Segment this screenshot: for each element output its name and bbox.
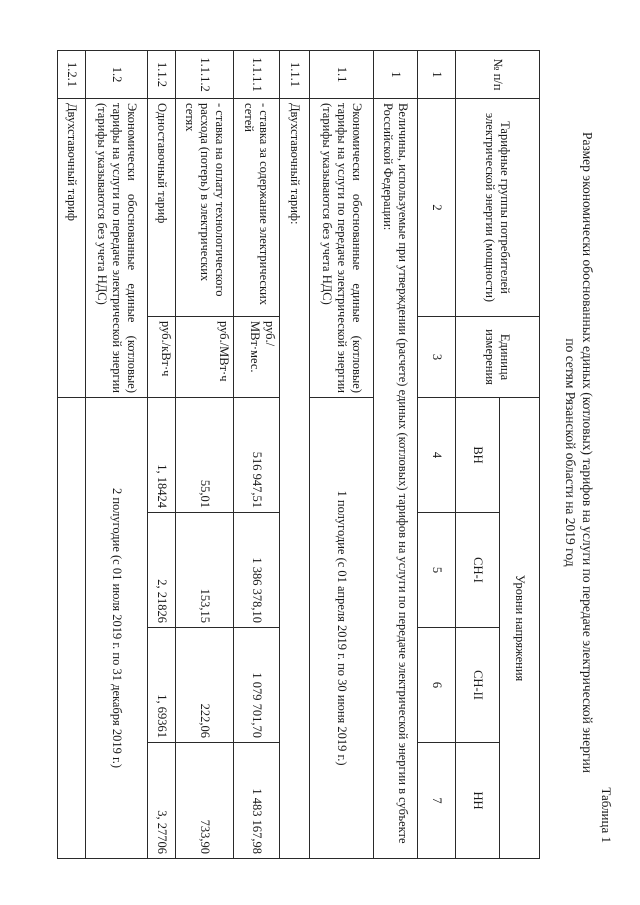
- colnum-4: 4: [418, 398, 456, 513]
- header-num: № п/п: [456, 51, 540, 99]
- title-line-2: по сетям Рязанской области на 2019 год: [563, 338, 578, 567]
- tariff-table: [57, 50, 540, 859]
- table-row: [176, 51, 234, 859]
- header-levels: Уровни напряжения: [500, 398, 540, 859]
- document-title: [562, 0, 596, 905]
- row-num: 1.1.1.1: [234, 51, 280, 99]
- colnum-5: 5: [418, 513, 456, 628]
- row-num: 1.1.1: [280, 51, 310, 99]
- row-text: Одноставочный тариф: [148, 99, 176, 317]
- value-vn: 1, 18424: [148, 398, 176, 513]
- row-num: 1.1.2: [148, 51, 176, 99]
- table-number: Таблица 1: [599, 787, 614, 843]
- colnum-3: 3: [418, 317, 456, 398]
- value-sn2: 1, 69361: [148, 628, 176, 743]
- row-unit: руб./кВт·ч: [148, 317, 176, 398]
- row-text: Двухставочный тариф: [58, 99, 86, 398]
- table-row: [148, 51, 176, 859]
- period-label: 2 полугодие (с 01 июля 2019 г. по 31 декабря 2019 г.): [86, 398, 148, 859]
- value-nn: 1 483 167,98: [234, 743, 280, 859]
- header-sn1: СН-I: [456, 513, 500, 628]
- table-row: [86, 51, 148, 859]
- header-sn2: СН-II: [456, 628, 500, 743]
- header-group: Тарифные группы потребителей электрической энергии (мощности): [456, 99, 540, 317]
- table-row: [280, 51, 310, 859]
- row-num: 1.1: [310, 51, 374, 99]
- value-vn: 516 947,51: [234, 398, 280, 513]
- row-num: 1.2.1: [58, 51, 86, 99]
- header-vn: ВН: [456, 398, 500, 513]
- value-sn2: 1 079 701,70: [234, 628, 280, 743]
- colnum-6: 6: [418, 628, 456, 743]
- row-text: Экономически обоснованные единые (котловые) тарифы на услуги по передаче электрической энергии (тарифы указываются без учета НДС): [310, 99, 374, 398]
- column-number-row: [418, 51, 456, 859]
- colnum-7: 7: [418, 743, 456, 859]
- row-num: 1: [374, 51, 418, 99]
- value-vn: 55,01: [176, 398, 234, 513]
- value-nn: 3, 27706: [148, 743, 176, 859]
- period-label: 1 полугодие (с 01 апреля 2019 г. по 30 июня 2019 г.): [310, 398, 374, 859]
- empty-cell: [58, 398, 86, 859]
- row-text: Двухставочный тариф:: [280, 99, 310, 859]
- colnum-1: 1: [418, 51, 456, 99]
- header-nn: НН: [456, 743, 500, 859]
- table-row: [374, 51, 418, 859]
- colnum-2: 2: [418, 99, 456, 317]
- value-sn1: 153,15: [176, 513, 234, 628]
- row-text: Экономически обоснованные единые (котловые) тарифы на услуги по передаче электрической энергии (тарифы указываются без учета НДС): [86, 99, 148, 398]
- value-sn1: 1 386 378,10: [234, 513, 280, 628]
- row-text: - ставка на оплату технологического расхода (потерь) в электрических сетях: [176, 99, 234, 317]
- row-unit: руб./МВт·мес.: [234, 317, 280, 398]
- value-sn1: 2, 21826: [148, 513, 176, 628]
- row-num: 1.1.1.2: [176, 51, 234, 99]
- header-unit: Единица измерения: [456, 317, 540, 398]
- table-row: [310, 51, 374, 859]
- value-sn2: 222,06: [176, 628, 234, 743]
- header-row: [500, 51, 540, 859]
- row-num: 1.2: [86, 51, 148, 99]
- title-line-1: Размер экономически обоснованных единых (котловых) тарифов на услуги по передаче электрической энергии: [580, 132, 595, 773]
- row-text: Величины, используемые при утверждении (расчете) единых (котловых) тарифов на услуги по передаче электрической энергии в субъекте Российской Федерации:: [374, 99, 418, 859]
- table-row: [58, 51, 86, 859]
- row-unit: руб./МВт·ч: [176, 317, 234, 398]
- value-nn: 733,90: [176, 743, 234, 859]
- row-text: - ставка за содержание электрических сетей: [234, 99, 280, 317]
- table-row: [234, 51, 280, 859]
